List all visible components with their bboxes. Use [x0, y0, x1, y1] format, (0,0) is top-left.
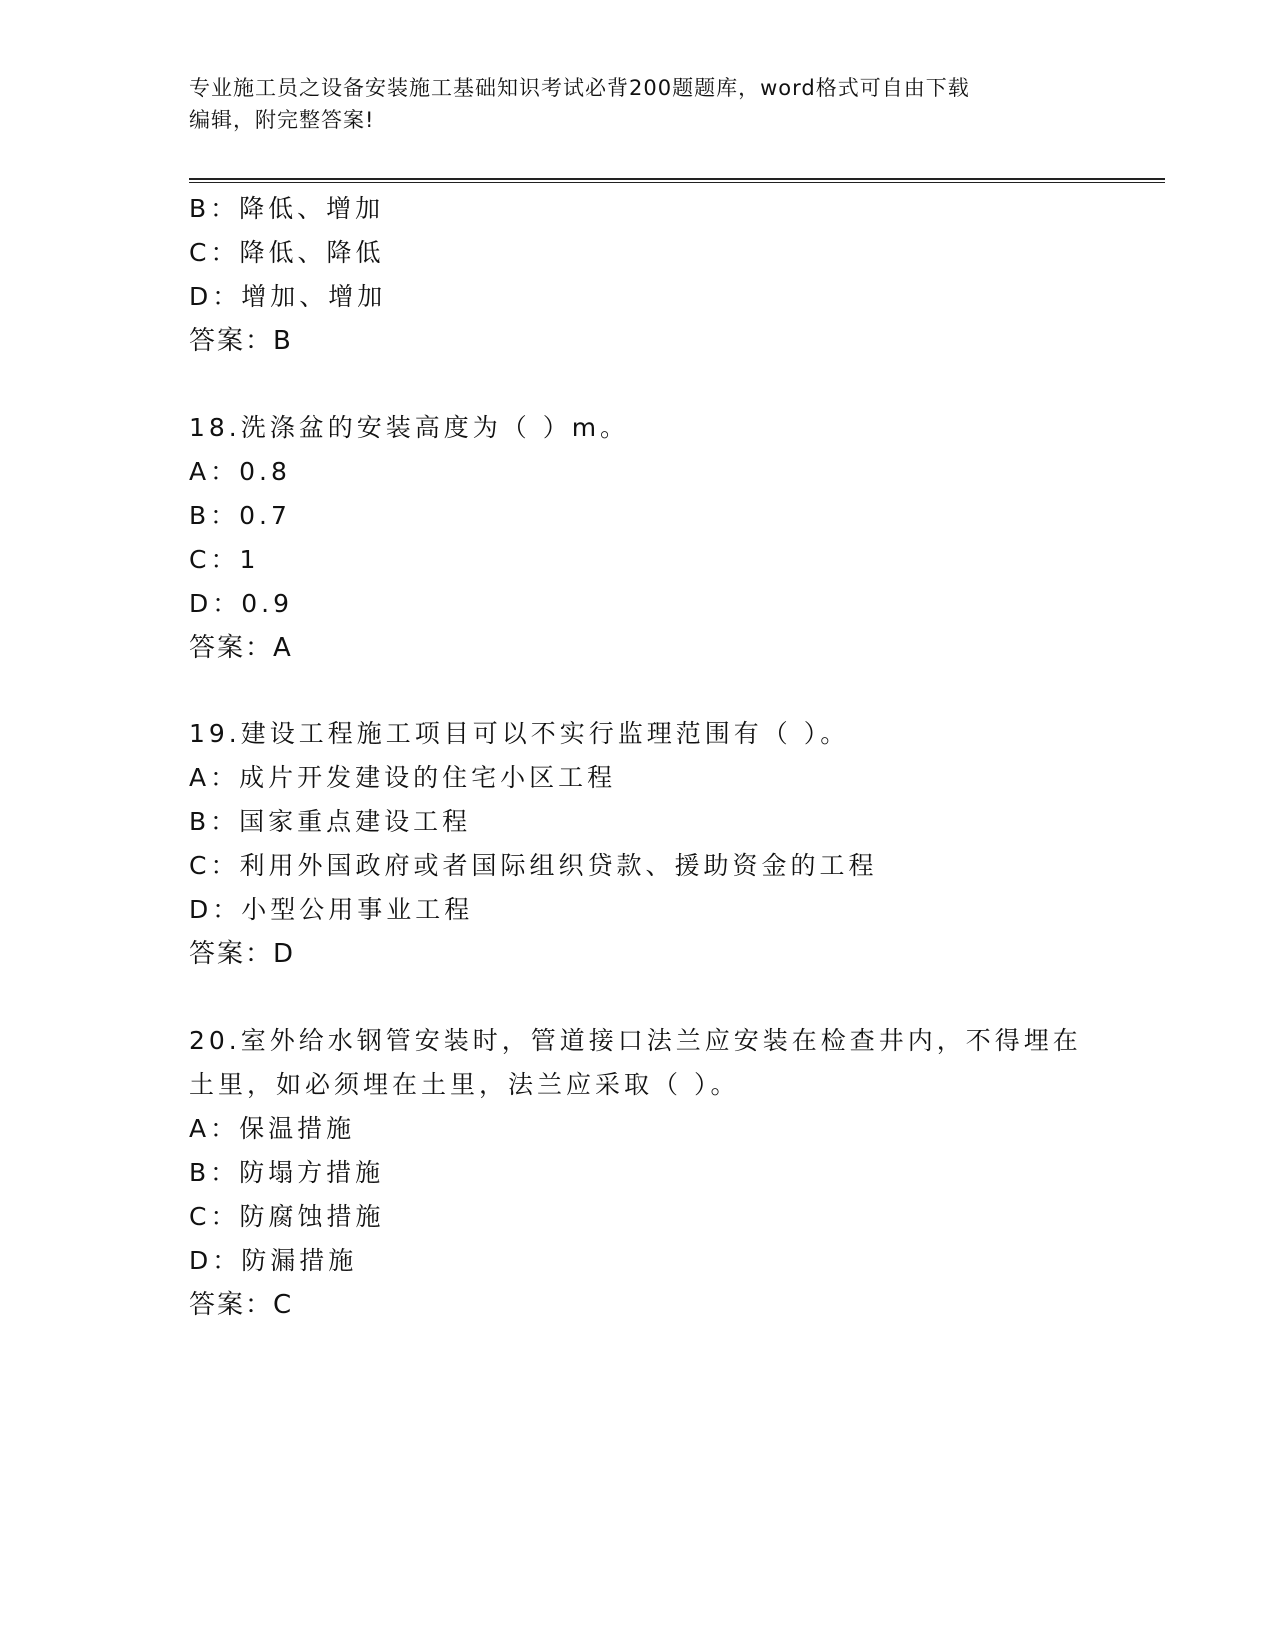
header-title-line-1: 专业施工员之设备安装施工基础知识考试必背200题题库，word格式可自由下载 [189, 76, 970, 100]
q20-answer [189, 1288, 291, 1322]
q18-option-b: B：0.7 [189, 501, 291, 530]
q19-option-d: D：小型公用事业工程 [189, 895, 474, 924]
q20-question-line-1: 20.室外给水钢管安装时，管道接口法兰应安装在检查井内，不得埋在 [189, 1026, 1082, 1055]
answer-value: C [273, 1290, 292, 1320]
q19-option-b: B：国家重点建设工程 [189, 807, 472, 836]
q18-option-a: A：0.8 [189, 457, 291, 486]
q20-option-a: A：保温措施 [189, 1114, 356, 1143]
answer-value: B [273, 326, 291, 356]
q20-question-line-2: 土里，如必须埋在土里，法兰应采取（ ）。 [189, 1070, 740, 1099]
q17-option-c: C：降低、降低 [189, 238, 385, 267]
q19-option-c: C：利用外国政府或者国际组织贷款、援助资金的工程 [189, 851, 878, 880]
answer-label: 答案： [189, 633, 274, 663]
q17-option-d: D：增加、增加 [189, 282, 387, 311]
answer-value: A [273, 633, 291, 663]
q17-option-b: B：降低、增加 [189, 194, 385, 223]
q19-option-a: A：成片开发建设的住宅小区工程 [189, 763, 617, 792]
q19-answer [189, 937, 293, 971]
answer-label: 答案： [189, 1290, 274, 1320]
q20-option-b: B：防塌方措施 [189, 1158, 385, 1187]
q18-option-d: D：0.9 [189, 589, 294, 618]
q18-answer [189, 631, 291, 665]
q19-question: 19.建设工程施工项目可以不实行监理范围有（ ）。 [189, 719, 850, 748]
answer-value: D [273, 939, 294, 969]
answer-label: 答案： [189, 939, 274, 969]
header-divider [189, 178, 1165, 184]
q20-option-c: C：防腐蚀措施 [189, 1202, 385, 1231]
answer-label: 答案： [189, 326, 274, 356]
q18-option-c: C：1 [189, 545, 260, 574]
q18-question: 18.洗涤盆的安装高度为（ ）m。 [189, 413, 630, 442]
q17-answer [189, 324, 291, 358]
q20-option-d: D：防漏措施 [189, 1246, 358, 1275]
header-title-line-2: 编辑，附完整答案! [189, 108, 375, 132]
page-header [189, 72, 1079, 136]
